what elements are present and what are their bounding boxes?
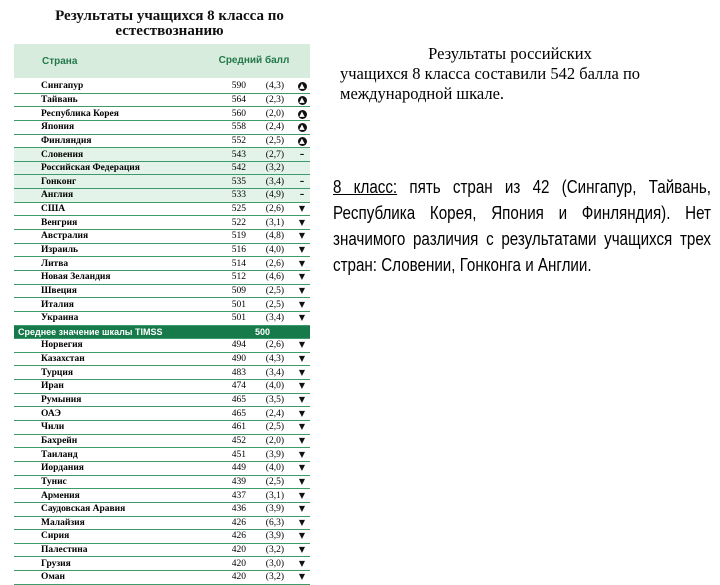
country-cell: Австралия: [14, 230, 214, 244]
table-row: [14, 339, 310, 353]
table-row: [14, 161, 310, 175]
arrow-down-icon: ▼: [298, 545, 306, 555]
score-value: 420: [231, 572, 246, 583]
score-se: (4,0): [265, 381, 284, 392]
score-value: 426: [231, 531, 246, 542]
score-se: (4,3): [265, 81, 284, 92]
arrow-down-icon: ▼: [298, 449, 306, 459]
score-se: (2,5): [265, 135, 284, 146]
score-value: 500: [254, 326, 270, 337]
significance-cell: [294, 557, 310, 571]
table-row: [14, 148, 310, 162]
score-cell: [214, 148, 294, 162]
significance-cell: [294, 448, 310, 462]
score-value: 501: [231, 313, 246, 324]
score-cell: [214, 120, 294, 134]
table-row: [14, 461, 310, 475]
country-cell: Бахрейн: [14, 434, 214, 448]
score-value: 452: [231, 435, 246, 446]
country-cell: Оман: [14, 571, 214, 585]
score-value: 560: [231, 108, 246, 119]
score-value: 461: [231, 422, 246, 433]
arrow-up-icon: ▲: [299, 109, 305, 118]
score-cell: [214, 489, 294, 503]
score-se: (4,8): [265, 231, 284, 242]
significance-cell: [294, 216, 310, 230]
score-cell: [214, 366, 294, 380]
score-se: (3,4): [265, 176, 284, 187]
significance-cell: [294, 134, 310, 148]
country-cell: Англия: [14, 189, 214, 203]
score-cell: [214, 107, 294, 121]
score-value: 420: [231, 558, 246, 569]
arrow-up-icon: ▲: [299, 82, 305, 91]
arrow-down-icon: ▼: [298, 490, 306, 500]
score-se: (4,0): [265, 245, 284, 255]
country-cell: Словения: [14, 148, 214, 162]
table-row: [14, 434, 310, 448]
significance-cell: [294, 270, 310, 284]
significance-cell: [294, 243, 310, 257]
significance-cell: [294, 230, 310, 244]
score-cell: [214, 352, 294, 366]
country-cell: Российская Федерация: [14, 161, 214, 175]
arrow-down-icon: ▼: [298, 572, 306, 582]
country-cell: Саудовская Аравия: [14, 502, 214, 516]
score-value: 519: [231, 231, 246, 242]
score-cell: [214, 325, 294, 339]
arrow-down-icon: ▼: [298, 408, 306, 418]
arrow-down-icon: ▼: [298, 422, 306, 432]
table-row: [14, 421, 310, 435]
summary-text: [333, 174, 711, 278]
score-se: (3,2): [265, 163, 284, 174]
country-cell: Литва: [14, 257, 214, 271]
country-cell: Армения: [14, 489, 214, 503]
score-cell: [214, 134, 294, 148]
score-se: (3,5): [265, 395, 284, 406]
country-cell: Таиланд: [14, 448, 214, 462]
arrow-down-icon: ▼: [298, 367, 306, 377]
arrow-down-icon: ▼: [298, 463, 306, 473]
table-row: [14, 93, 310, 107]
significance-cell: [294, 339, 310, 353]
score-value: 465: [231, 408, 246, 419]
score-se: (2,6): [265, 204, 284, 215]
score-value: 420: [231, 545, 246, 556]
dash-icon: –: [299, 190, 305, 201]
score-value: 426: [231, 517, 246, 528]
country-cell: Новая Зеландия: [14, 270, 214, 284]
table-row: [14, 107, 310, 121]
score-value: 483: [231, 367, 246, 378]
arrow-down-icon: ▼: [298, 258, 306, 268]
table-row: [14, 516, 310, 530]
score-cell: [214, 461, 294, 475]
table-row: [14, 530, 310, 544]
score-cell: [214, 393, 294, 407]
score-cell: [214, 93, 294, 107]
score-se: (3,9): [265, 531, 284, 542]
arrow-down-icon: ▼: [298, 285, 306, 295]
arrow-down-icon: ▼: [298, 354, 306, 364]
country-cell: Израиль: [14, 243, 214, 257]
arrow-down-icon: ▼: [298, 245, 306, 254]
table-row: [14, 380, 310, 394]
country-cell: Турция: [14, 366, 214, 380]
score-value: 533: [231, 190, 246, 201]
score-cell: [214, 421, 294, 435]
score-se: (2,5): [265, 422, 284, 433]
score-se: (3,4): [265, 313, 284, 324]
score-value: 590: [231, 81, 246, 92]
table-row: [14, 543, 310, 557]
note-line-1: Результаты российских: [428, 44, 592, 63]
results-table-wrap: [14, 44, 310, 585]
score-value: 522: [231, 217, 246, 228]
arrow-up-icon: ▲: [299, 123, 305, 132]
score-se: (2,0): [265, 108, 284, 119]
country-cell: Украина: [14, 311, 214, 325]
country-cell: Швеция: [14, 284, 214, 298]
table-row: [14, 448, 310, 462]
table-row: [14, 230, 310, 244]
arrow-down-icon: ▼: [298, 395, 306, 405]
arrow-down-icon: ▼: [298, 231, 306, 241]
country-cell: Казахстан: [14, 352, 214, 366]
arrow-down-icon: ▼: [298, 435, 306, 445]
table-row: [14, 257, 310, 271]
score-se: (6,3): [265, 517, 284, 528]
score-se: (2,5): [265, 476, 284, 487]
score-value: 494: [231, 340, 246, 351]
arrow-down-icon: ▼: [298, 504, 306, 514]
country-cell: Румыния: [14, 393, 214, 407]
table-row: [14, 352, 310, 366]
score-cell: [214, 202, 294, 216]
score-cell: [214, 380, 294, 394]
country-cell: США: [14, 202, 214, 216]
score-se: (3,4): [265, 367, 284, 378]
score-cell: [214, 230, 294, 244]
result-note: [340, 44, 680, 104]
significance-cell: [294, 120, 310, 134]
country-cell: Сингапур: [14, 79, 214, 93]
arrow-down-icon: ▼: [298, 272, 306, 282]
country-cell: Палестина: [14, 543, 214, 557]
significance-cell: [294, 571, 310, 585]
score-cell: [214, 243, 294, 257]
table-row: [14, 571, 310, 585]
country-cell: Тунис: [14, 475, 214, 489]
table-header-row: [14, 44, 310, 79]
significance-cell: [294, 543, 310, 557]
note-line-2: учащихся 8 класса составили 542 балла по международной шкале.: [340, 64, 641, 103]
significance-cell: [294, 489, 310, 503]
score-se: (2,0): [265, 435, 284, 446]
score-se: (2,4): [265, 122, 284, 133]
table-row: [14, 475, 310, 489]
score-se: (3,0): [265, 558, 284, 569]
significance-cell: [294, 366, 310, 380]
significance-cell: [294, 393, 310, 407]
header-country: Страна: [14, 44, 214, 79]
score-se: (3,9): [265, 449, 284, 460]
arrow-down-icon: ▼: [298, 476, 306, 486]
score-se: (4,6): [265, 272, 284, 283]
table-row: [14, 284, 310, 298]
score-value: 552: [231, 135, 246, 146]
significance-cell: [294, 407, 310, 421]
score-se: (3,9): [265, 504, 284, 515]
score-value: 465: [231, 395, 246, 406]
arrow-up-icon: ▲: [299, 136, 305, 145]
arrow-down-icon: ▼: [298, 381, 306, 391]
country-cell: Республика Корея: [14, 107, 214, 121]
table-row: [14, 557, 310, 571]
significance-cell: [294, 148, 310, 162]
score-value: 501: [231, 299, 246, 310]
country-cell: Малайзия: [14, 516, 214, 530]
score-value: 437: [231, 490, 246, 501]
significance-cell: [294, 421, 310, 435]
significance-cell: [294, 161, 310, 175]
summary-lead: 8 класс:: [333, 176, 398, 197]
arrow-down-icon: ▼: [298, 217, 306, 227]
score-cell: [214, 543, 294, 557]
score-cell: [214, 257, 294, 271]
score-se: (4,3): [265, 354, 284, 365]
significance-cell: [294, 257, 310, 271]
table-row: [14, 79, 310, 93]
country-cell: Среднее значение шкалы TIMSS: [14, 325, 214, 339]
country-cell: Тайвань: [14, 93, 214, 107]
score-value: 451: [231, 449, 246, 460]
table-row: [14, 270, 310, 284]
significance-cell: [294, 475, 310, 489]
significance-cell: [294, 530, 310, 544]
score-value: 535: [231, 176, 246, 187]
score-se: (2,6): [265, 258, 284, 269]
score-value: 542: [231, 163, 246, 174]
score-value: 512: [231, 272, 246, 283]
score-value: 490: [231, 354, 246, 365]
table-row: [14, 243, 310, 257]
country-cell: Финляндия: [14, 134, 214, 148]
table-row: [14, 134, 310, 148]
significance-cell: [294, 107, 310, 121]
score-value: 436: [231, 504, 246, 515]
significance-cell: [294, 93, 310, 107]
arrow-down-icon: ▼: [298, 299, 306, 309]
score-cell: [214, 189, 294, 203]
score-cell: [214, 79, 294, 93]
score-se: (3,1): [265, 217, 284, 228]
score-se: (4,9): [265, 190, 284, 201]
significance-cell: [294, 202, 310, 216]
table-row: [14, 393, 310, 407]
score-cell: [214, 516, 294, 530]
dash-icon: –: [299, 149, 305, 160]
table-row: [14, 175, 310, 189]
table-row: [14, 202, 310, 216]
table-row: [14, 216, 310, 230]
significance-cell: [294, 298, 310, 312]
arrow-down-icon: ▼: [298, 340, 306, 350]
country-cell: Норвегия: [14, 339, 214, 353]
score-se: (2,5): [265, 285, 284, 296]
significance-cell: [294, 189, 310, 203]
significance-cell: [294, 461, 310, 475]
score-cell: [214, 161, 294, 175]
score-cell: [214, 448, 294, 462]
dash-icon: –: [299, 176, 305, 187]
score-se: (2,3): [265, 94, 284, 105]
score-cell: [214, 339, 294, 353]
arrow-down-icon: ▼: [298, 204, 306, 214]
score-cell: [214, 298, 294, 312]
header-score: Средний балл: [214, 44, 294, 79]
score-value: 558: [231, 122, 246, 133]
arrow-down-icon: ▼: [298, 517, 306, 527]
significance-cell: [294, 352, 310, 366]
significance-cell: [294, 380, 310, 394]
significance-cell: [294, 311, 310, 325]
arrow-down-icon: ▼: [298, 531, 306, 541]
significance-cell: [294, 434, 310, 448]
arrow-up-icon: ▲: [299, 95, 305, 104]
score-se: (3,1): [265, 490, 284, 501]
results-table: [14, 44, 310, 585]
score-cell: [214, 311, 294, 325]
score-se: (3,2): [265, 572, 284, 583]
score-se: (2,7): [265, 149, 284, 160]
arrow-down-icon: ▼: [298, 313, 306, 323]
table-row: [14, 311, 310, 325]
score-cell: [214, 475, 294, 489]
table-row: [14, 120, 310, 134]
country-cell: Гонконг: [14, 175, 214, 189]
score-cell: [214, 502, 294, 516]
score-value: 474: [231, 381, 246, 392]
score-value: 509: [231, 285, 246, 296]
country-cell: Япония: [14, 120, 214, 134]
country-cell: Венгрия: [14, 216, 214, 230]
table-row: [14, 502, 310, 516]
header-sign: [294, 44, 310, 79]
country-cell: Италия: [14, 298, 214, 312]
country-cell: Грузия: [14, 557, 214, 571]
score-cell: [214, 216, 294, 230]
country-cell: Сирия: [14, 530, 214, 544]
score-value: 514: [231, 258, 246, 269]
country-cell: Иордания: [14, 461, 214, 475]
score-se: (2,5): [265, 299, 284, 310]
score-value: 516: [231, 245, 246, 255]
score-se: (4,0): [265, 463, 284, 474]
significance-cell: [294, 175, 310, 189]
significance-cell: [294, 502, 310, 516]
score-se: (2,6): [265, 340, 284, 351]
average-row: [14, 325, 310, 339]
score-cell: [214, 284, 294, 298]
score-cell: [214, 571, 294, 585]
score-value: 449: [231, 463, 246, 474]
summary-body: пять стран из 42 (Сингапур, Тайвань, Республика Корея, Япония и Финляндия). Нет значимого различия с результатами учащихся трех стран: Словении, Гонконга и Англии.: [333, 176, 712, 275]
significance-cell: [294, 284, 310, 298]
table-row: [14, 407, 310, 421]
score-cell: [214, 557, 294, 571]
table-body: [14, 79, 310, 584]
score-value: 543: [231, 149, 246, 160]
score-value: 439: [231, 476, 246, 487]
table-row: [14, 298, 310, 312]
table-row: [14, 189, 310, 203]
score-se: (2,4): [265, 408, 284, 419]
score-se: (3,2): [265, 545, 284, 556]
score-cell: [214, 434, 294, 448]
slide-title: Результаты учащихся 8 класса по естествознанию: [55, 8, 284, 39]
country-cell: ОАЭ: [14, 407, 214, 421]
score-cell: [214, 407, 294, 421]
score-cell: [214, 270, 294, 284]
country-cell: Чили: [14, 421, 214, 435]
table-row: [14, 489, 310, 503]
score-cell: [214, 530, 294, 544]
score-value: 525: [231, 204, 246, 215]
significance-cell: [294, 325, 310, 339]
score-cell: [214, 175, 294, 189]
significance-cell: [294, 516, 310, 530]
score-value: 564: [231, 94, 246, 105]
country-cell: Иран: [14, 380, 214, 394]
table-row: [14, 366, 310, 380]
significance-cell: [294, 79, 310, 93]
arrow-down-icon: ▼: [298, 558, 306, 568]
